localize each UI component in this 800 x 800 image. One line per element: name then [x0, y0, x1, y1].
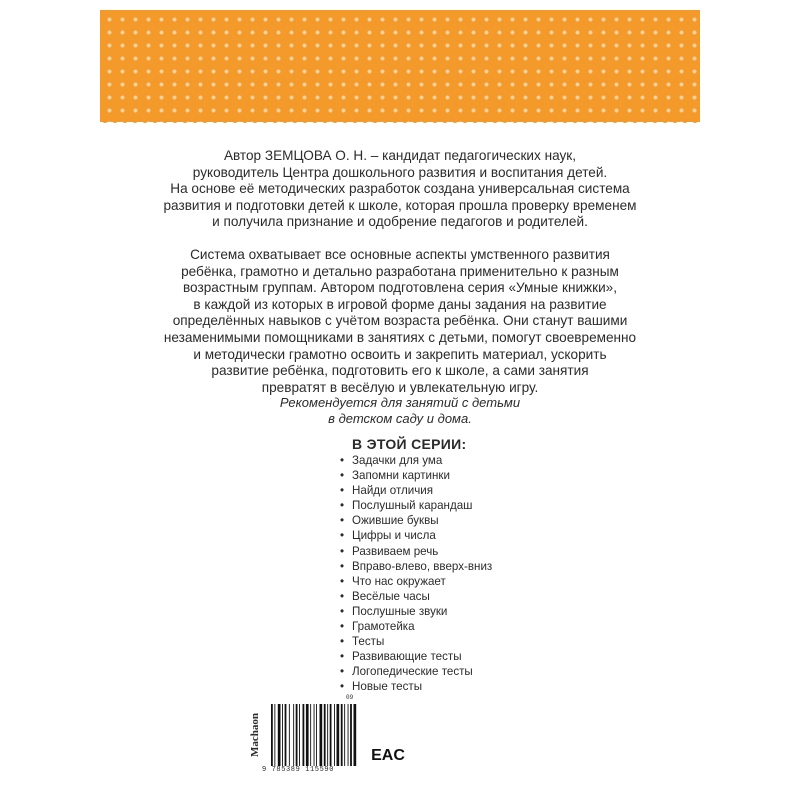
barcode-bar — [354, 704, 357, 766]
list-item: • Развивающие тесты — [340, 649, 492, 664]
publisher-logo — [248, 700, 262, 770]
barcode-bar — [289, 704, 290, 766]
list-item: • Послушные звуки — [340, 604, 492, 619]
barcode-bar — [282, 704, 283, 766]
list-item: • Новые тесты — [340, 679, 492, 694]
list-item: • Развиваем речь — [340, 544, 492, 559]
barcode-bar — [337, 704, 340, 766]
text-line: и получила признание и одобрение педагогов и родителей. — [212, 214, 588, 230]
barcode-bar — [310, 704, 311, 766]
text-line: возрастным группам. Автором подготовлена серия «Умные книжки», — [182, 280, 618, 296]
book-back-cover — [100, 10, 700, 790]
eac-text: EAC — [371, 747, 405, 764]
barcode-bar — [350, 704, 352, 766]
barcode-bar — [327, 704, 328, 766]
text-line: развития и подготовки детей к школе, которая прошла проверку временем — [163, 197, 637, 213]
eac-certification-mark — [370, 744, 406, 764]
list-item: • Послушный карандаш — [340, 498, 492, 513]
barcode-bar — [303, 704, 305, 766]
recommendation-note — [140, 395, 660, 427]
barcode-addon-number: 09 — [346, 694, 354, 701]
list-item: • Грамотейка — [340, 619, 492, 634]
barcode-bar — [344, 704, 345, 766]
system-paragraph — [140, 247, 660, 396]
list-item: • Задачки для ума — [340, 453, 492, 468]
barcode-bar — [299, 704, 300, 766]
text-line: Автор ЗЕМЦОВА О. Н. – кандидат педагогических наук, — [223, 148, 577, 163]
list-item: • Весёлые часы — [340, 589, 492, 604]
barcode-bar — [320, 704, 323, 766]
barcode-bar — [314, 704, 315, 766]
list-item: • Тесты — [340, 634, 492, 649]
barcode-bar — [334, 704, 335, 766]
author-paragraph — [140, 148, 660, 231]
barcode-bar — [278, 704, 281, 766]
text-line: Рекомендуется для занятий с детьми — [279, 395, 521, 410]
barcode-bar — [341, 704, 343, 766]
barcode-bar — [274, 704, 275, 766]
text-line: Система охватывает все основные аспекты умственного развития — [190, 247, 610, 262]
banner-scalloped-edge — [100, 118, 700, 130]
scallop-path — [100, 118, 700, 123]
barcode-bar — [324, 704, 326, 766]
barcode-bar — [296, 704, 298, 766]
list-item: • Логопедические тесты — [340, 664, 492, 679]
list-item: • Что нас окружает — [340, 574, 492, 589]
text-line: ребёнка, грамотно и детально разработана применительно к разным — [181, 263, 619, 279]
barcode-number: 9 785389 115590 — [262, 766, 335, 774]
text-line: и методически грамотно освоить и закрепить материал, ускорить — [193, 346, 607, 362]
text-line: определённых навыков с учётом возраста ребёнка. Они станут вашими — [172, 313, 628, 329]
publisher-name: Machaon — [249, 713, 261, 757]
text-line: На основе её методических разработок создана универсальная система — [170, 181, 630, 197]
list-item: • Ожившие буквы — [340, 513, 492, 528]
text-line: превратят в весёлую и увлекательную игру. — [261, 379, 539, 395]
series-list — [340, 453, 492, 695]
barcode-bar — [348, 704, 349, 766]
list-item: • Цифры и числа — [340, 528, 492, 543]
barcode-bar — [271, 704, 273, 766]
text-line: незаменимыми помощниками в занятиях с детьми, помогут своевременно — [163, 329, 637, 345]
text-line: в детском саду и дома. — [328, 411, 472, 426]
decorative-banner — [100, 10, 700, 122]
text-line: в каждой из которых в игровой форме даны задания на развитие — [193, 296, 607, 312]
isbn-barcode — [270, 704, 362, 766]
series-heading: В ЭТОЙ СЕРИИ: — [352, 436, 467, 452]
barcode-bar — [316, 704, 317, 766]
barcode-bar — [306, 704, 309, 766]
barcode-bar — [285, 704, 287, 766]
text-line: развитие ребёнка, подготовить его к школе, а сами занятия — [211, 363, 589, 379]
list-item: • Найди отличия — [340, 483, 492, 498]
list-item: • Вправо-влево, вверх-вниз — [340, 559, 492, 574]
barcode-bar — [293, 704, 294, 766]
text-line: руководитель Центра дошкольного развития и воспитания детей. — [192, 164, 608, 180]
barcode-bar — [330, 704, 332, 766]
list-item: • Запомни картинки — [340, 468, 492, 483]
